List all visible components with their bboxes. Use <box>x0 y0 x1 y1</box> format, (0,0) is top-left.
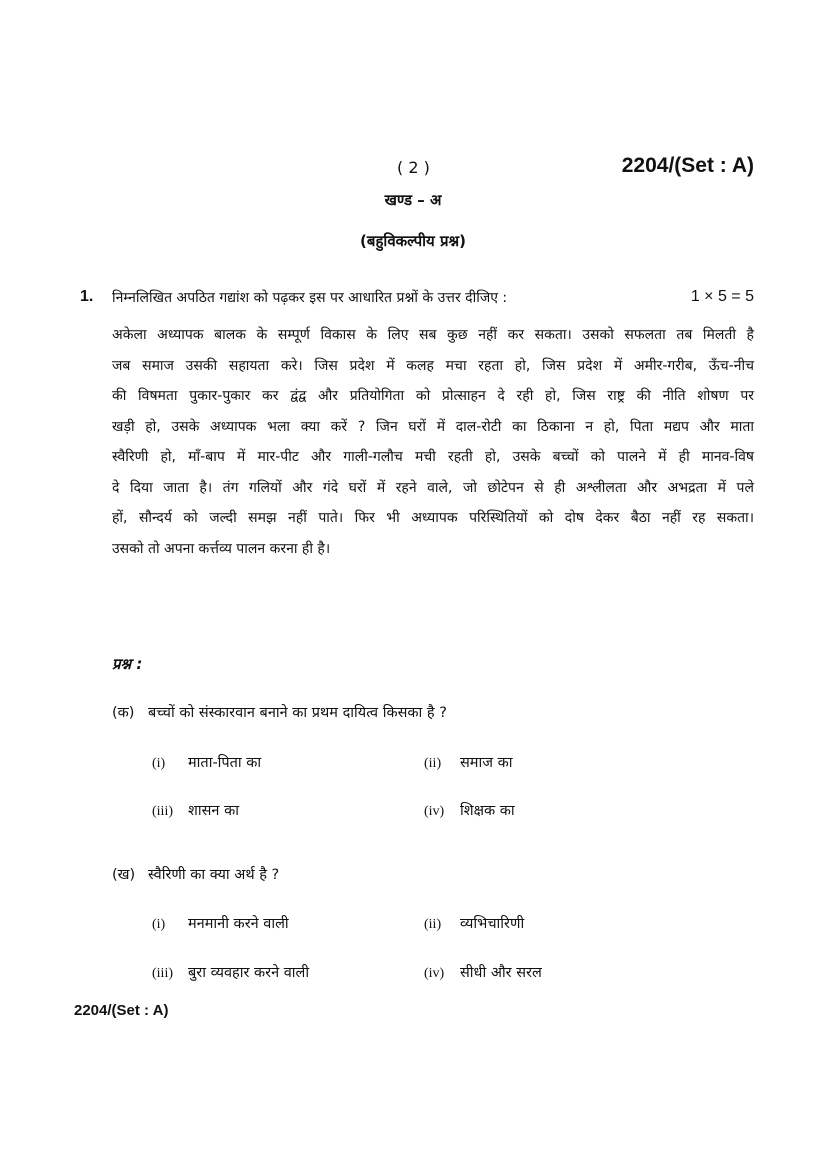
passage <box>112 320 754 564</box>
section-subtitle: (बहुविकल्पीय प्रश्न) <box>360 232 466 250</box>
option-text: व्यभिचारिणी <box>460 916 525 932</box>
passage-line: की विषमता पुकार-पुकार कर द्वंद्व और प्रतियोगिता को प्रोत्साहन दे रही हो, जिस राष्ट्र की नीति शोषण पर <box>112 388 754 404</box>
question-marks: 1 × 5 = 5 <box>690 288 754 305</box>
option-text: समाज का <box>460 755 513 771</box>
page-number: ( 2 ) <box>397 158 430 177</box>
option-text: शासन का <box>188 803 239 819</box>
paper-code-footer: 2204/(Set : A) <box>74 1002 169 1019</box>
option-roman: (iv) <box>424 804 445 819</box>
option-roman: (ii) <box>424 917 442 932</box>
question-number: 1. <box>80 288 94 305</box>
sub-question-label: (क) <box>112 705 135 721</box>
option <box>424 962 542 982</box>
option <box>152 800 239 820</box>
option <box>152 913 289 933</box>
sub-question-text: बच्चों को संस्कारवान बनाने का प्रथम दायित्व किसका है ? <box>148 705 447 721</box>
option-text: सीधी और सरल <box>460 965 542 981</box>
passage-line: दे दिया जाता है। तंग गलियों और गंदे घरों में रहने वाले, जो छोटेपन से ही अश्लीलता और अभद्रता में पले <box>112 479 754 496</box>
passage-line: उसको तो अपना कर्त्तव्य पालन करना ही है। <box>112 540 331 557</box>
option-roman: (iv) <box>424 966 445 981</box>
option-roman: (ii) <box>424 756 442 771</box>
option <box>152 962 309 982</box>
passage-line: स्वैरिणी हो, माँ-बाप में मार-पीट और गाली-गलौच मची रहती हो, उसके बच्चों को पालने में ही मानव-विष <box>112 449 754 465</box>
option-roman: (i) <box>152 917 166 932</box>
option-roman: (iii) <box>152 804 173 819</box>
question-instruction: निम्नलिखित अपठित गद्यांश को पढ़कर इस पर आधारित प्रश्नों के उत्तर दीजिए : <box>112 290 508 306</box>
passage-line: जब समाज उसकी सहायता करे। जिस प्रदेश में कलह मचा रहता हो, जिस प्रदेश में अमीर-गरीब, ऊँच-नीच <box>112 357 754 374</box>
sub-question <box>112 702 447 722</box>
paper-code-header: 2204/(Set : A) <box>621 154 754 177</box>
sub-question-label: (ख) <box>112 867 136 883</box>
option <box>424 800 515 820</box>
option <box>424 913 524 933</box>
option-text: मनमानी करने वाली <box>188 916 289 932</box>
option-text: माता-पिता का <box>188 755 262 771</box>
option-roman: (i) <box>152 756 166 771</box>
passage-line: हों, सौन्दर्य को जल्दी समझ नहीं पाते। फिर भी अध्यापक परिस्थितियों को दोष देकर बैठा नहीं रह सकता। <box>112 510 754 526</box>
option-roman: (iii) <box>152 966 173 981</box>
option <box>152 752 261 772</box>
option-text: बुरा व्यवहार करने वाली <box>188 965 310 981</box>
questions-heading: प्रश्न : <box>112 655 143 673</box>
passage-line: अकेला अध्यापक बालक के सम्पूर्ण विकास के लिए सब कुछ नहीं कर सकता। उसको सफलता तब मिलती है <box>112 327 754 343</box>
passage-line: खड़ी हो, उसके अध्यापक भला क्या करें ? जिन घरों में दाल-रोटी का ठिकाना न हो, पिता मद्यप और माता <box>112 418 754 435</box>
sub-question-text: स्वैरिणी का क्या अर्थ है ? <box>148 867 280 883</box>
section-title: खण्ड – अ <box>384 191 442 209</box>
sub-question <box>112 864 279 884</box>
option-text: शिक्षक का <box>460 803 515 819</box>
option <box>424 752 513 772</box>
